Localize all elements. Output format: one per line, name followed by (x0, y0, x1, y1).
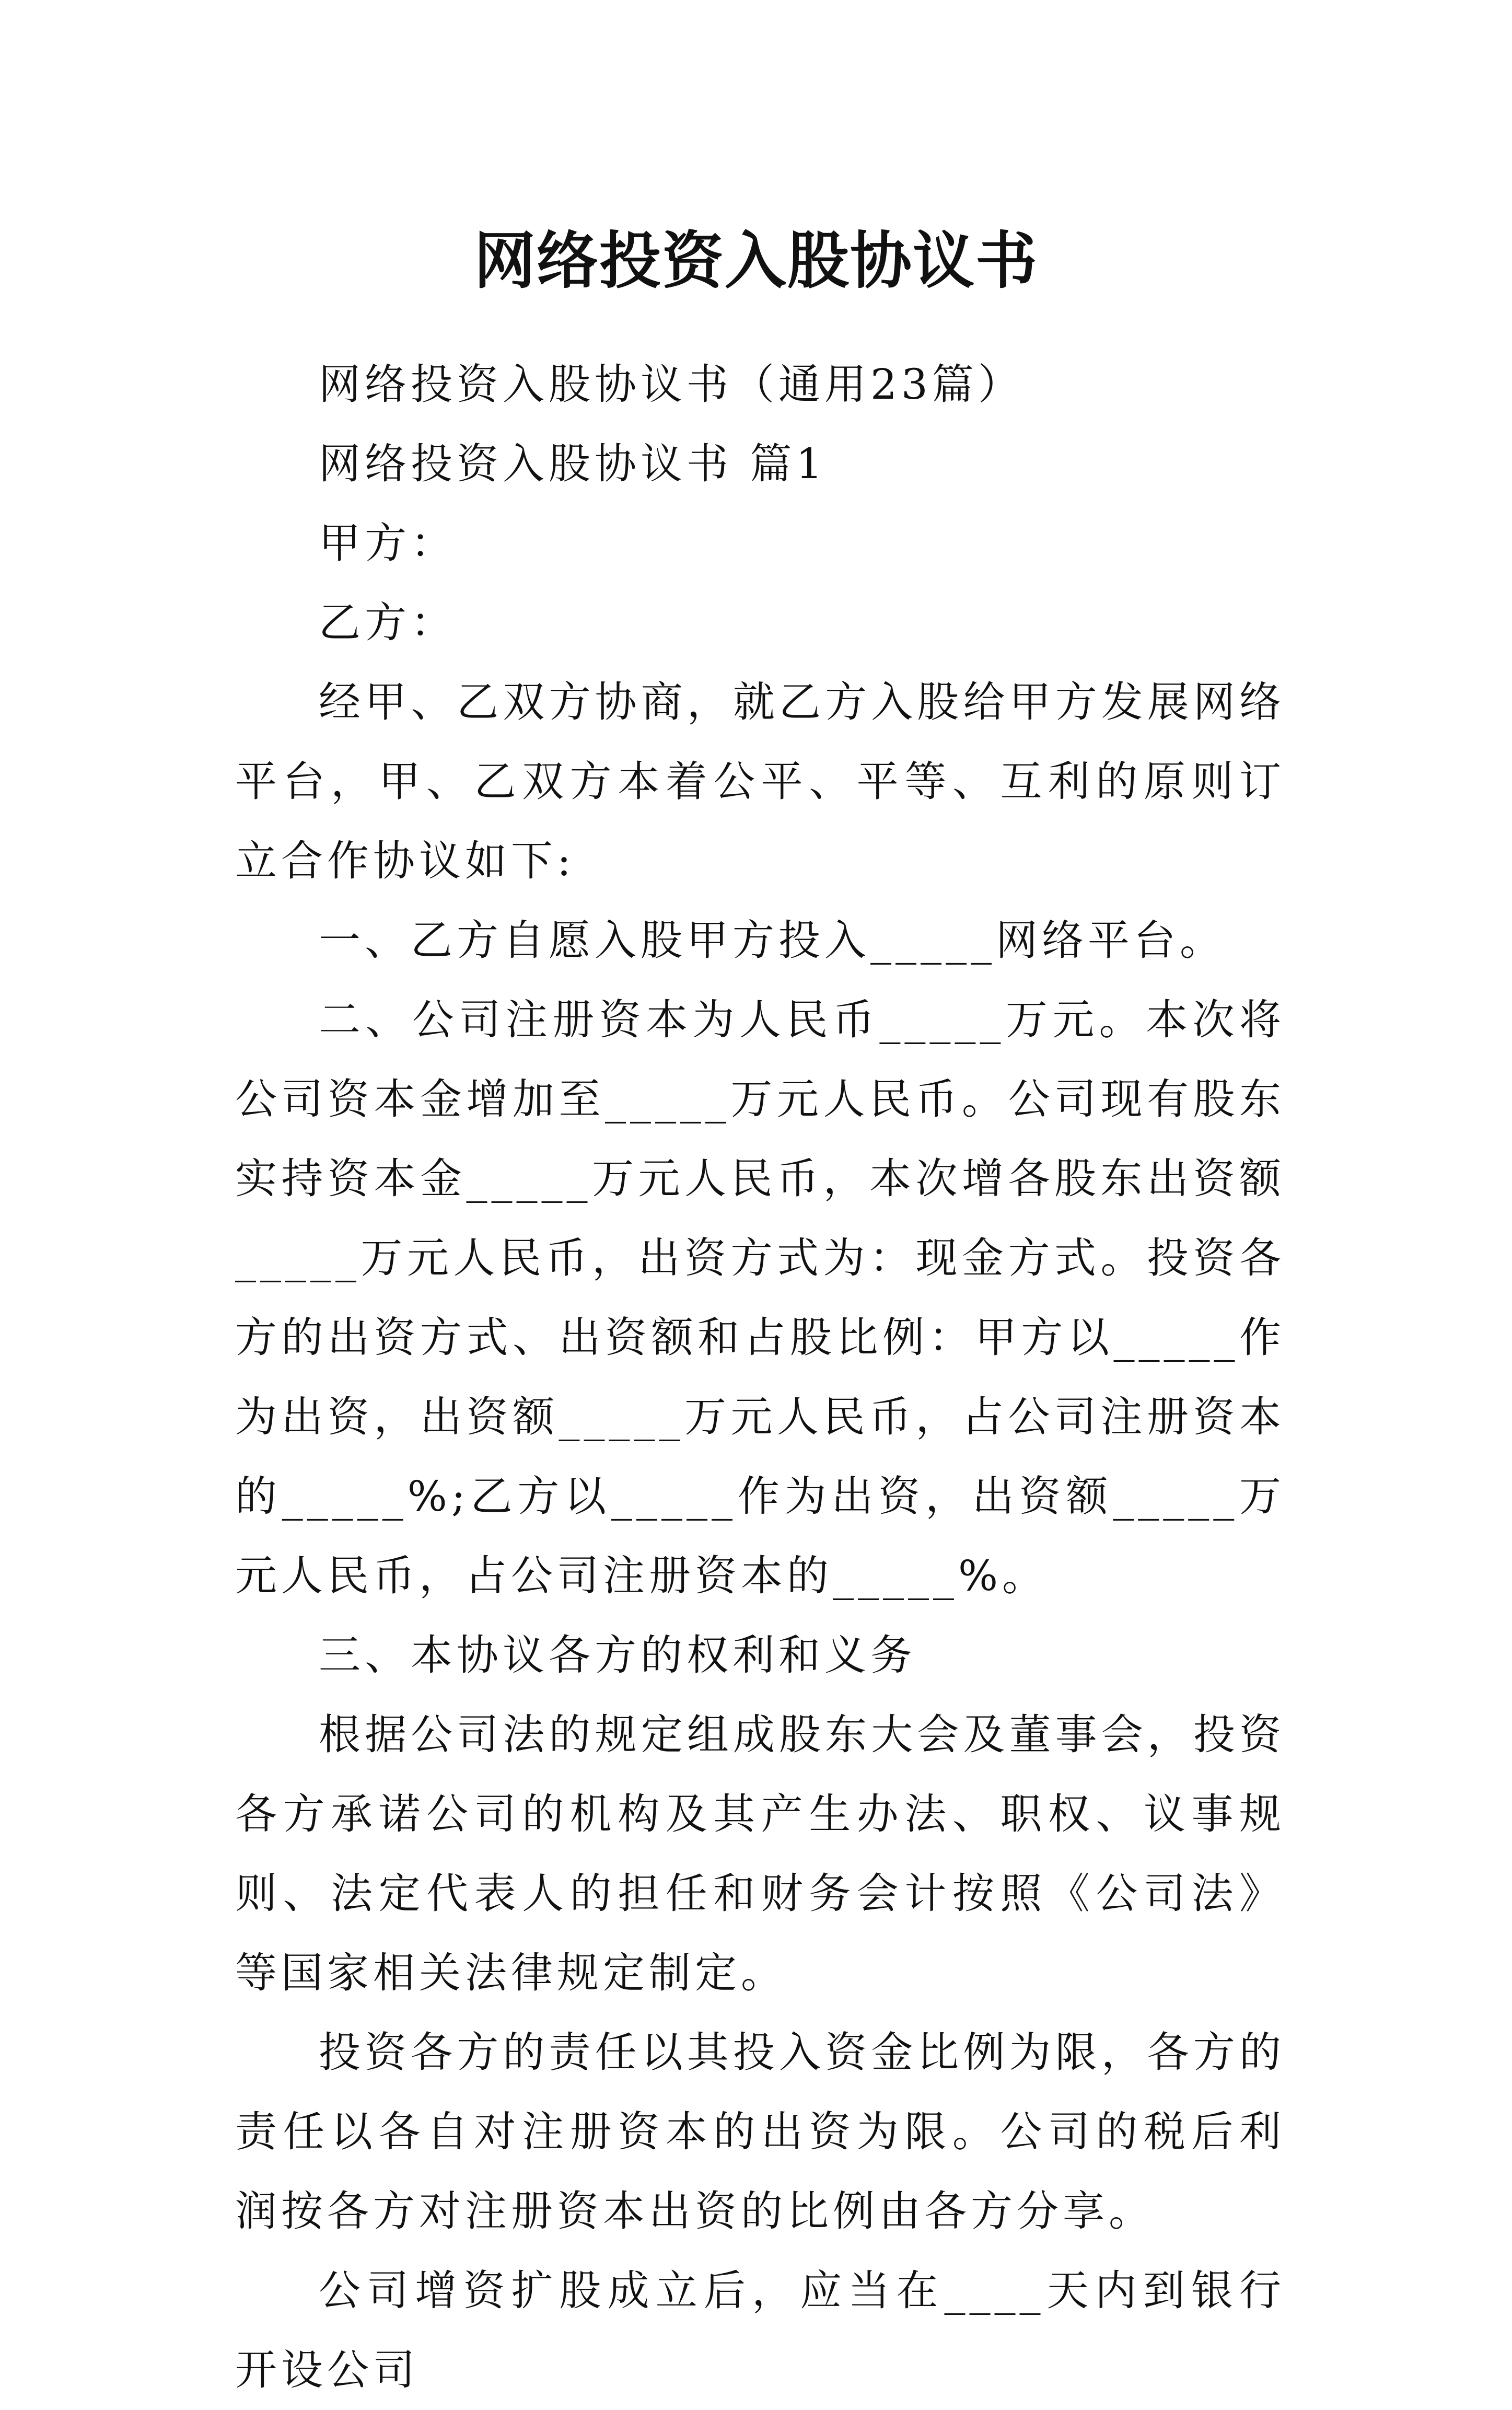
paragraph-clause-3-heading: 三、本协议各方的权利和义务 (319, 1631, 916, 1679)
document-title: 网络投资入股协议书 (473, 224, 1038, 297)
paragraph-party-b: 乙方： (319, 598, 457, 647)
paragraph-subtitle: 网络投资入股协议书（通用23篇） (319, 360, 1024, 409)
paragraph-section-heading: 网络投资入股协议书 篇1 (319, 439, 827, 488)
paragraph-preamble: 经甲、乙双方协商，就乙方入股给甲方发展网络平台，甲、乙双方本着公平、平等、互利的原则订立合作协议如下: (235, 678, 1285, 885)
paragraph-party-a: 甲方： (319, 519, 457, 567)
document-body (235, 345, 1285, 2410)
paragraph-clause-1: 一、乙方自愿入股甲方投入_____网络平台。 (319, 916, 1226, 965)
paragraph-clause-3-body-1: 根据公司法的规定组成股东大会及董事会，投资各方承诺公司的机构及其产生办法、职权、议事规则、法定代表人的担任和财务会计按照《公司法》等国家相关法律规定制定。 (235, 1710, 1285, 1997)
paragraph-clause-3-body-3: 公司增资扩股成立后，应当在____天内到银行开设公司 (235, 2266, 1285, 2394)
paragraph-clause-2: 二、公司注册资本为人民币_____万元。本次将公司资本金增加至_____万元人民币。公司现有股东实持资本金_____万元人民币，本次增各股东出资额_____万元人民币，出资方式为：现金方式。投资各方的出资方式、出资额和占股比例：甲方以_____作为出资，出资额_____万元人民币，占公司注册资本的_____%;乙方以_____作为出资，出资额_____万元人民币，占公司注册资本的_____%。 (235, 995, 1285, 1600)
paragraph-clause-3-body-2: 投资各方的责任以其投入资金比例为限，各方的责任以各自对注册资本的出资为限。公司的税后利润按各方对注册资本出资的比例由各方分享。 (235, 2028, 1285, 2235)
